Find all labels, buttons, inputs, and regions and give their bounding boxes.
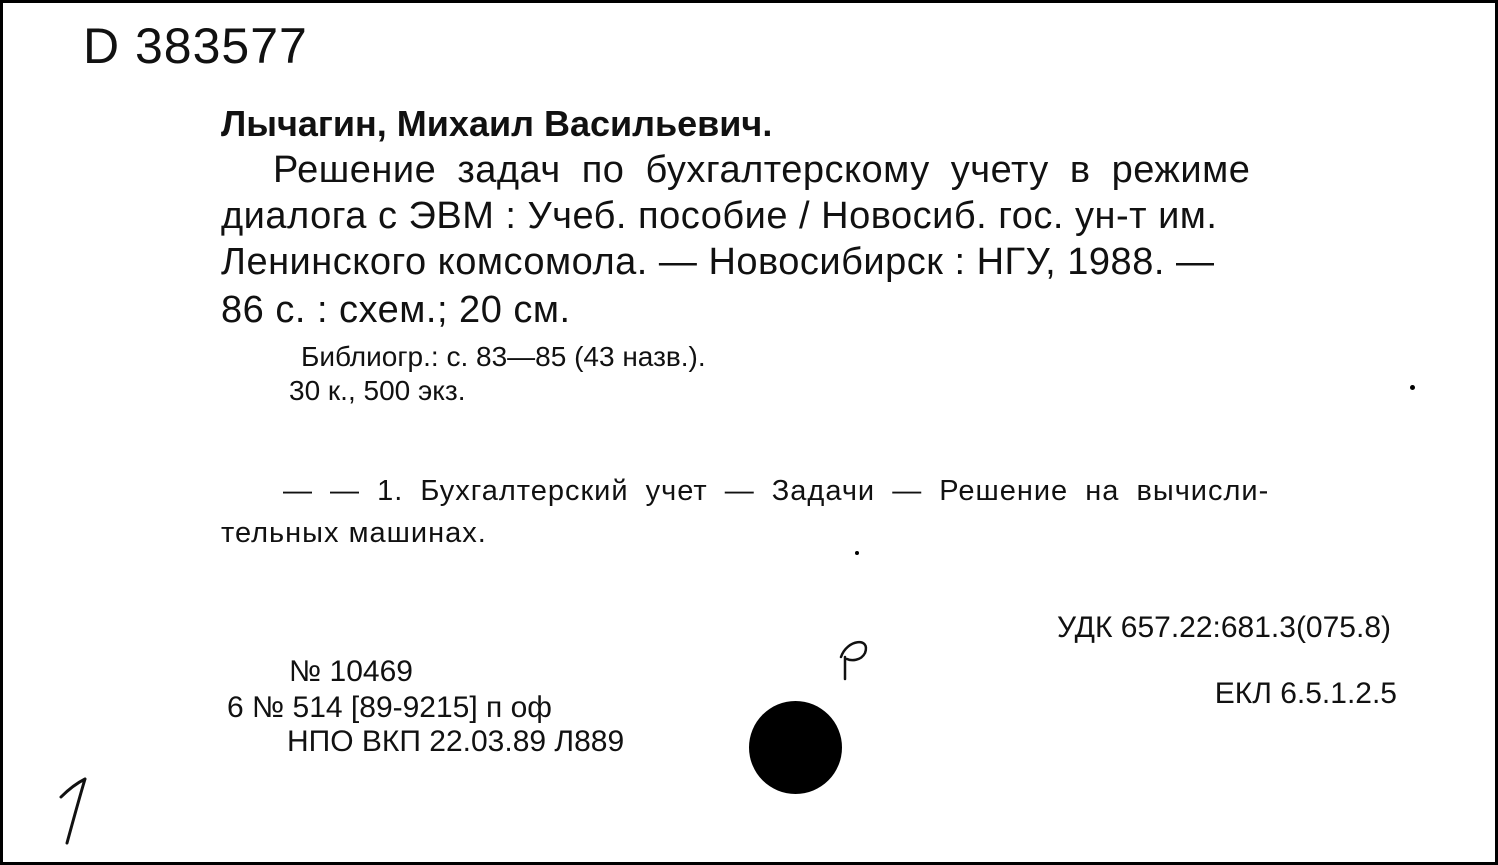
title-line-3: Ленинского комсомола. — Новосибирск : НГУ, 1988. — <box>221 241 1215 283</box>
ink-speck <box>1410 385 1415 390</box>
handwritten-mark <box>833 631 877 691</box>
subject-heading-line-2: тельных машинах. <box>221 517 487 549</box>
price-copies-note: 30 к., 500 экз. <box>289 375 466 406</box>
imprint-line-3: НПО ВКП 22.03.89 Л889 <box>287 725 625 758</box>
imprint-line-1: № 10469 <box>289 655 413 688</box>
physical-description: 86 с. : схем.; 20 см. <box>221 289 571 331</box>
udc-classification: УДК 657.22:681.3(075.8) <box>1056 611 1391 644</box>
subject-heading-line-1: — — 1. Бухгалтерский учет — Задачи — Решение на вычисли- <box>283 475 1270 507</box>
title-line-2: диалога с ЭВМ : Учеб. пособие / Новосиб. гос. ун-т им. <box>221 195 1218 237</box>
ink-speck <box>855 551 859 555</box>
handwritten-numeral <box>55 775 95 847</box>
call-number: D 383577 <box>83 18 308 74</box>
bibliography-note: Библиогр.: с. 83—85 (43 назв.). <box>301 341 706 372</box>
imprint-line-2: 6 № 514 [89-9215] п оф <box>227 691 552 724</box>
punch-hole <box>749 701 842 794</box>
ekl-classification: ЕКЛ 6.5.1.2.5 <box>1214 677 1397 710</box>
title-line-1: Решение задач по бухгалтерскому учету в режиме <box>273 149 1251 191</box>
author-heading: Лычагин, Михаил Васильевич. <box>221 103 773 144</box>
